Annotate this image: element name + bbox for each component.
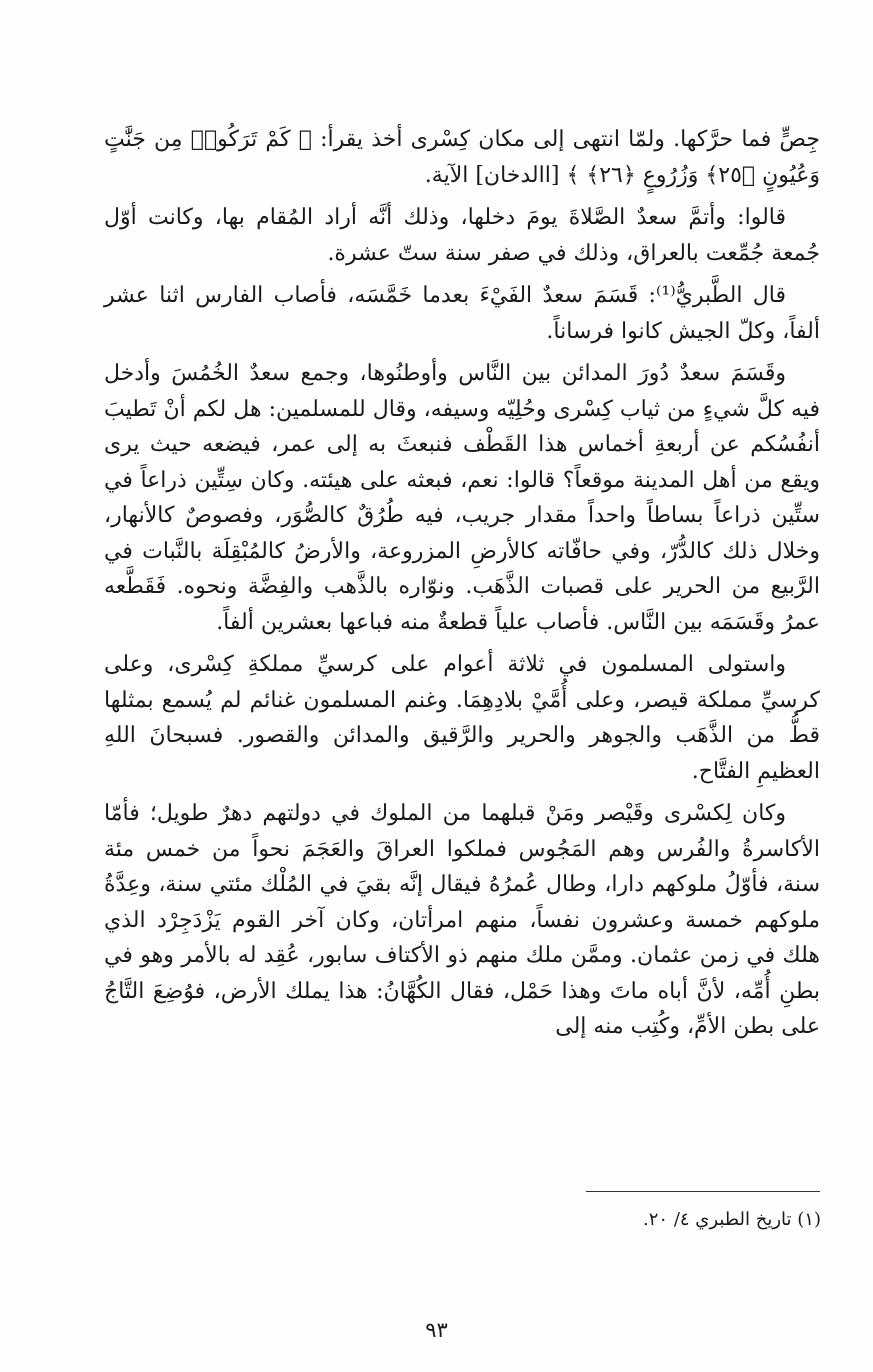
paragraph-4: وقَسَمَ سعدٌ دُورَ المدائن بين النَّاس وأوطنُوها، وجمع سعدٌ الخُمُسَ وأدخل فيه كلَّ شيءٍ من ثياب كِسْرى وحُلِيّه وسيفه، وقال للمسلمين: هل لكم أنْ تَطيبَ أنفُسُكم عن أربعةِ أخماس هذا القَطْف فنبعثَ به إلى عمر، فيضعه حيث يرى ويقع من أهل المدينة موقعاً؟ قالوا: نعم، فبعثه على هيئته. وكان سِتِّين ذراعاً في ستِّين ذراعاً بساطاً واحداً مقدار جريب، فيه طُرُقٌ كالصُّوَر، وفصوصٌ كالأنهار، وخلال ذلك كالدُّرّ، وفي حافّاته كالأرضِ المزروعة، والأرضُ كالمُبْقِلَة بالنَّبات في الرَّبيع من الحرير على قصبات الذَّهَب. ونوّاره بالذَّهب والفِضَّة ونحوه. فَقَطَّعه عمرُ وقَسَمَه بين النَّاس. فأصاب علياً قطعةٌ منه فباعها بعشرين ألفاً. (104, 361, 820, 635)
paragraph-1: جِصٍّ فما حرَّكها. ولمّا انتهى إلى مكان كِسْرى أخذ يقرأ: ﴿ كَمْ تَرَكُوا۟ مِن جَنَّٰتٍ وَعُيُونٍ ﴿٢٥﴾ وَزُرُوعٍ ﴿٢٦﴾ ﴾ [االدخان] الآية. (104, 127, 820, 188)
paragraph-2: قالوا: وأتمَّ سعدٌ الصَّلاةَ يومَ دخلها، وذلك أنَّه أراد المُقام بها، وكانت أوّل جُمعة جُمِّعت بالعراق، وذلك في صفر سنة ستّ عشرة. (104, 205, 820, 266)
paragraph-5: واستولى المسلمون في ثلاثة أعوام على كرسيِّ مملكةِ كِسْرى، وعلى كرسيِّ مملكة قيصر، وعلى أُمَّيْ بلادِهِمَا. وغنم المسلمون غنائم لم يُسمع بمثلها قطُّ من الذَّهَب والجوهر والحرير والرَّقيق والمدائن والقصور. فسبحانَ اللهِ العظيمِ الفتَّاح. (104, 652, 820, 784)
page-number: ٩٣ (425, 1318, 448, 1342)
paragraph-3: قال الطَّبريُّ⁽¹⁾: قَسَمَ سعدٌ الفَيْءَ بعدما خَمَّسَه، فأصاب الفارس اثنا عشر ألفاً، وكلّ الجيش كانوا فرساناً. (104, 283, 820, 344)
footnote: (١) تاريخ الطبري ٤/ ٢٠. (643, 1209, 821, 1230)
paragraph-6: وكان لِكسْرى وقَيْصر ومَنْ قبلهما من الملوك في دولتهم دهرٌ طويل؛ فأمّا الأكاسرةُ والفُرس وهم المَجُوس فملكوا العراقَ والعَجَمَ نحواً من خمس مئة سنة، فأوّلُ ملوكهم دارا، وطال عُمرُهُ فيقال إنَّه بقيَ في المُلْك مئتي سنة، وعِدَّةُ ملوكهم خمسة وعشرون نفساً، منهم امرأتان، وكان آخر القوم يَزْدَجِرْد الذي هلك في زمن عثمان. وممَّن ملك منهم ذو الأكتاف سابور، عُقِد له بالأمر وهو في بطنِ أُمِّه، لأنَّ أباه ماتَ وهذا حَمْل، فقال الكُهَّانُ: هذا يملك الأرض، فوُضِعَ التَّاجُ على بطن الأمِّ، وكُتِب منه إلى (104, 801, 820, 1039)
footnote-divider (586, 1191, 820, 1192)
main-text-block (104, 122, 820, 1052)
